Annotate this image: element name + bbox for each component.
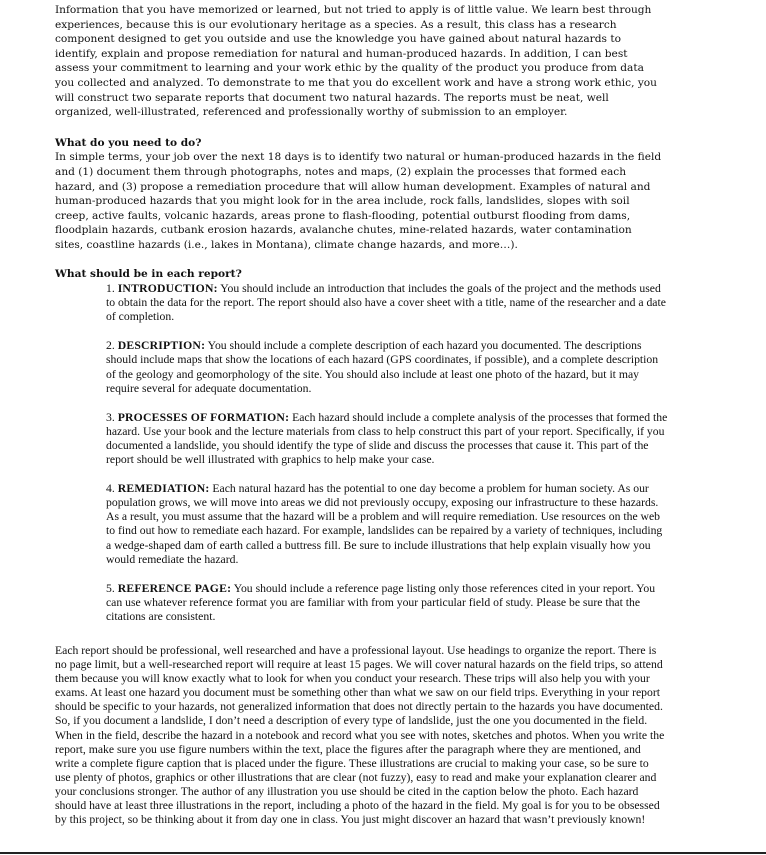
list-item-title: INTRODUCTION: — [117, 282, 218, 296]
intro-paragraph: Information that you have memorized or learned, but not tried to apply is of little value. We learn best through experiences, because this is our evolutionary heritage as a species. As a result, this class has a research component designed to get you outside and use the knowledge you have gained about natural hazards to identify, explain and propose remediation for natural and human-produced hazards. In addition, I can best assess your commitment to learning and your work ethic by the quality of the product you produce from data you collected and analyzed. To demonstrate to me that you do excellent work and have a strong work ethic, you will construct two separate reports that document two natural hazards. The reports must be neat, well organized, well-illustrated, referenced and professionally worthy of submission to an employer. — [55, 4, 658, 119]
list-item — [106, 582, 668, 624]
section-heading-report-contents: What should be in each report? — [55, 267, 242, 280]
list-item-number: 1. — [106, 282, 115, 296]
list-item — [106, 282, 668, 324]
closing-paragraph: Each report should be professional, well researched and have a professional layout. Use headings to organize the report. There is no page limit, but a well-researched report will require at least 15 pages. We will cover natural hazards on the field trips, so attend them because you will know exactly what to look for when you conduct your research. These trips will also help you with your exams. At least one hazard you document must be something other than what we saw on our field trips. Everything in your report should be specific to your hazards, not generalized information that does not directly pertain to the hazards you have documented. So, if you document a landslide, I don’t need a description of every type of landslide, just the one you documented in the field. When in the field, describe the hazard in a notebook and record what you see with notes, sketches and photos. When you write the report, make sure you use figure numbers within the text, place the figures after the paragraph where they are mentioned, and write a complete figure caption that is placed under the figure. These illustrations are crucial to making your case, so be sure to use plenty of photos, graphics or other illustrations that are clear (not fuzzy), easy to read and make your explanation clearer and your conclusions stronger. The author of any illustration you use should be cited in the caption below the photo. Each hazard should have at least three illustrations in the report, including a photo of the hazard in the field. My goal is for you to be obsessed by this project, so be thinking about it from day one in class. You just might discover an hazard that wasn’t previously known! — [55, 643, 665, 827]
list-item — [106, 482, 668, 567]
list-item-title: PROCESSES OF FORMATION: — [117, 410, 290, 424]
section-body-what-to-do: In simple terms, your job over the next 18 days is to identify two natural or human-produced hazards in the field and (1) document them through photographs, notes and maps, (2) explain the processes that formed each hazard, and (3) propose a remediation procedure that will allow human development. Examples of natural and human-produced hazards that you might look for in the area include, rock falls, landslides, slopes with soil creep, active faults, volcanic hazards, areas prone to flash-flooding, potential outburst flooding from dams, floodplain hazards, cutbank erosion hazards, avalanche chutes, mine-related hazards, water contamination sites, coastline hazards (i.e., lakes in Montana), climate change hazards, and more…). — [55, 151, 662, 251]
list-item-number: 3. — [106, 410, 115, 424]
list-item-text: Each natural hazard has the potential to one day become a problem for human society. As our population grows, we will move into areas we did not previously occupy, exposing our infrastructure to these hazards. As a result, you must assume that the hazard will be a problem and will require remediation. Use resources on the web to find out how to remediate each hazard. For example, landslides can be repaired by a variety of techniques, including a wedge-shaped dam of earth called a buttress fill. Be sure to include illustrations that help explain visually how you would remediate the hazard. — [106, 482, 663, 566]
list-item-text: You should include a complete description of each hazard you documented. The descriptions should include maps that show the locations of each hazard (GPS coordinates, if possible), and a complete description of the geology and geomorphology of the site. You should also include at least one photo of the hazard, but it may require several for adequate documentation. — [106, 339, 659, 395]
list-item-text: You should include a reference page listing only those references cited in your report. You can use whatever reference format you are familiar with from your particular field of study. Please be sure that the citations are consistent. — [106, 581, 656, 623]
list-item-title: REFERENCE PAGE: — [117, 581, 232, 595]
page-bottom-divider — [0, 852, 766, 854]
list-item-title: REMEDIATION: — [117, 482, 210, 496]
list-item — [106, 339, 668, 395]
list-item-number: 5. — [106, 581, 115, 595]
list-item-title: DESCRIPTION: — [117, 339, 206, 353]
list-item-text: Each hazard should include a complete analysis of the processes that formed the hazard. Use your book and the lecture materials from class to help construct this part of your report. Specifically, if you documented a landslide, you should identify the type of slide and discuss the processes that cause it. This part of the report should be well illustrated with graphics to help make your case. — [106, 410, 668, 467]
list-item-number: 2. — [106, 339, 115, 353]
list-item — [106, 411, 668, 467]
list-item-text: You should include an introduction that includes the goals of the project and the methods used to obtain the data for the report. The report should also have a cover sheet with a title, name of the researcher and a date of completion. — [106, 282, 666, 324]
list-item-number: 4. — [106, 482, 115, 496]
document-page — [55, 3, 668, 827]
report-requirements-list — [55, 282, 668, 624]
section-heading-what-to-do: What do you need to do? — [55, 136, 202, 149]
